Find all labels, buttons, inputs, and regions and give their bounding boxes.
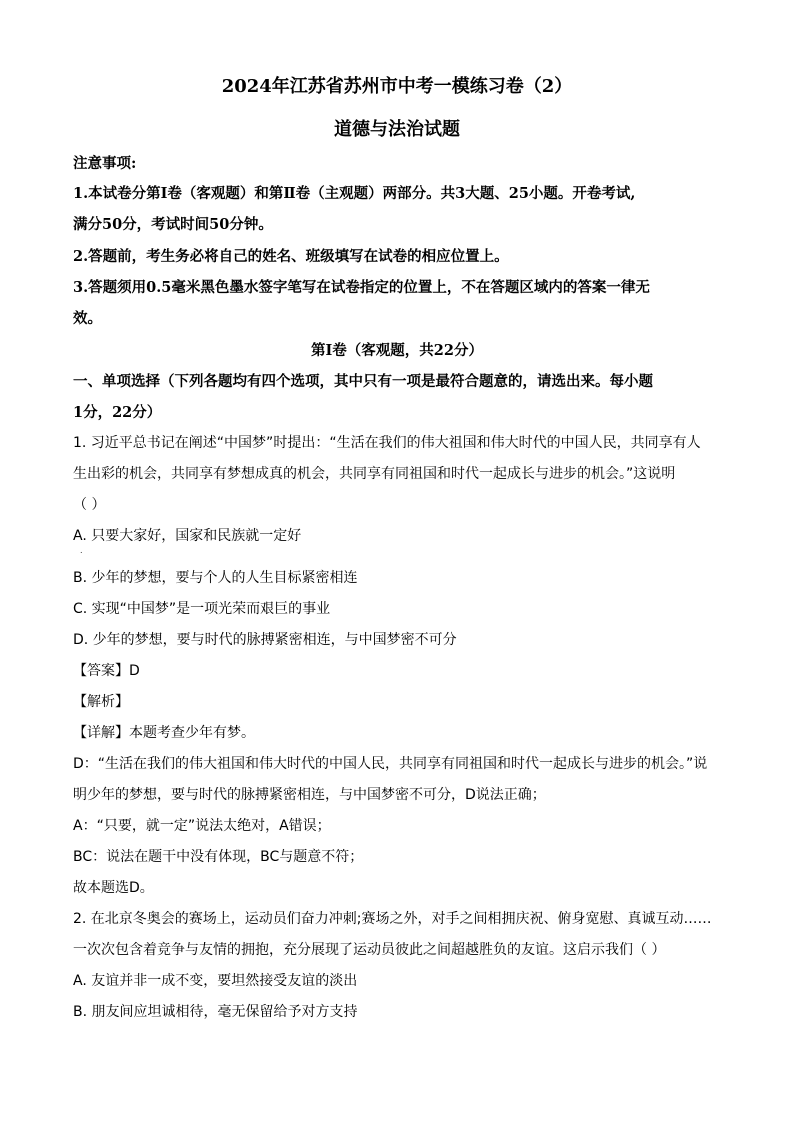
notice-line: 效。 bbox=[73, 310, 102, 327]
notice-line: 1.本试卷分第Ⅰ卷（客观题）和第Ⅱ卷（主观题）两部分。共3大题、25小题。开卷考试, bbox=[73, 185, 636, 202]
notice-line: 2.答题前，考生务必将自己的姓名、班级填写在试卷的相应位置上。 bbox=[73, 248, 509, 265]
notice-line: 满分50分，考试时间50分钟。 bbox=[73, 216, 273, 233]
section-instruction: 一、单项选择（下列各题均有四个选项，其中只有一项是最符合题意的，请选出来。每小题 bbox=[73, 373, 653, 390]
question-1-option-a: A. 只要大家好，国家和民族就一定好 bbox=[73, 528, 302, 544]
question-1-answer: 【答案】D bbox=[73, 663, 140, 679]
question-1-detail: 【详解】本题考查少年有梦。 bbox=[73, 725, 255, 741]
question-1-detail: D：“生活在我们的伟大祖国和伟大时代的中国人民，共同享有同祖国和时代一起成长与进步的机会。”说 bbox=[73, 756, 708, 772]
notice-line: 3.答题须用0.5毫米黑色墨水签字笔写在试卷指定的位置上，不在答题区域内的答案一律无 bbox=[73, 279, 650, 296]
question-1-analysis-label: 【解析】 bbox=[73, 694, 129, 710]
question-2-stem: 一次次包含着竞争与友情的拥抱，充分展现了运动员彼此之间超越胜负的友谊。这启示我们（ ） bbox=[73, 942, 666, 958]
question-1-stem: 生出彩的机会，共同享有梦想成真的机会，共同享有同祖国和时代一起成长与进步的机会。”这说明 bbox=[73, 466, 676, 482]
section-instruction: 1分，22分） bbox=[73, 404, 162, 421]
question-1-stem: 1. 习近平总书记在阐述“中国梦”时提出：“生活在我们的伟大祖国和伟大时代的中国人民，共同享有人 bbox=[73, 435, 701, 451]
question-1-option-c: C. 实现“中国梦”是一项光荣而艰巨的事业 bbox=[73, 601, 331, 617]
question-2-stem: 2. 在北京冬奥会的赛场上，运动员们奋力冲刺;赛场之外，对手之间相拥庆祝、俯身宽慰、真诚互动…… bbox=[73, 911, 712, 927]
exam-subtitle: 道德与法治试题 bbox=[334, 119, 460, 140]
question-1-detail: 故本题选D。 bbox=[73, 880, 154, 896]
stray-dot: . bbox=[80, 546, 83, 555]
question-1-detail: BC：说法在题干中没有体现，BC与题意不符； bbox=[73, 849, 364, 865]
section-heading: 第Ⅰ卷（客观题，共22分） bbox=[311, 342, 483, 359]
notice-heading: 注意事项: bbox=[73, 155, 137, 172]
question-1-option-b: B. 少年的梦想，要与个人的人生目标紧密相连 bbox=[73, 570, 358, 586]
question-2-option-a: A. 友谊并非一成不变，要坦然接受友谊的淡出 bbox=[73, 973, 358, 989]
question-2-option-b: B. 朋友间应坦诚相待，毫无保留给予对方支持 bbox=[73, 1004, 358, 1020]
question-1-detail: A：“只要，就一定”说法太绝对，A错误； bbox=[73, 818, 331, 834]
question-1-stem: （ ） bbox=[73, 497, 106, 513]
exam-title: 2024年江苏省苏州市中考一模练习卷（2） bbox=[221, 76, 573, 97]
question-1-detail: 明少年的梦想，要与时代的脉搏紧密相连，与中国梦密不可分，D说法正确； bbox=[73, 787, 546, 803]
question-1-option-d: D. 少年的梦想，要与时代的脉搏紧密相连，与中国梦密不可分 bbox=[73, 632, 457, 648]
